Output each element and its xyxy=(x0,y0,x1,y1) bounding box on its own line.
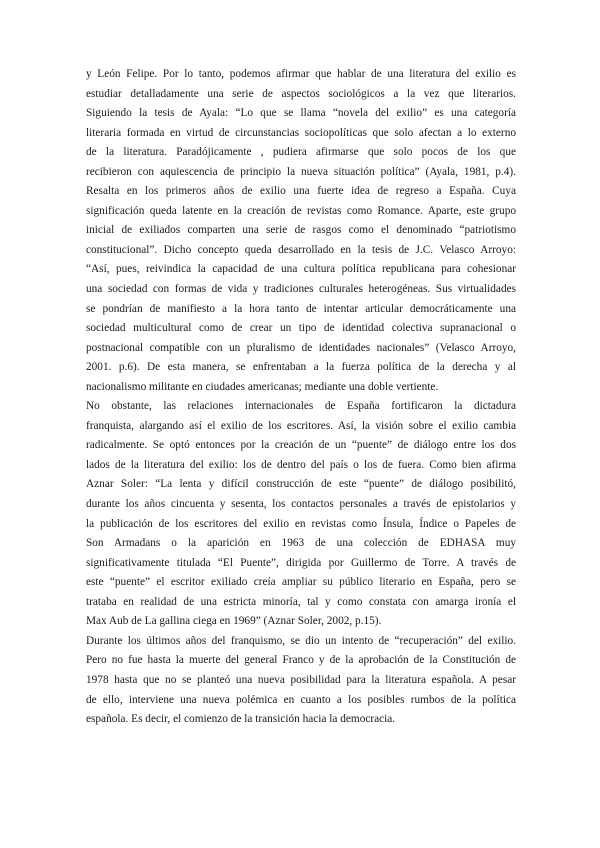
text-line: Aznar Soler: “La lenta y difícil construcción de este “puente” de diálogo posibilitó, xyxy=(86,478,516,491)
body-text xyxy=(86,65,516,730)
text-line: se pondrían de manifiesto a la hora tanto de intentar articular democráticamente una xyxy=(86,302,516,315)
text-line: sociedad multicultural como de crear un tipo de identidad colectiva supranacional o xyxy=(86,322,516,335)
text-line: de ello, interviene una nueva polémica en cuanto a los posibles rumbos de la política xyxy=(86,693,516,706)
text-line: significación queda latente en la creación de revistas como Romance. Aparte, este grupo xyxy=(86,204,516,217)
text-line: nacionalismo militante en ciudades americanas; mediante una doble vertiente. xyxy=(86,380,439,393)
paragraph xyxy=(86,397,516,632)
text-line: 2001. p.6). De esta manera, se enfrentaban a la fuerza política de la derecha y al xyxy=(86,361,516,374)
text-line: inicial de exiliados comparten una serie de rasgos como el denominado “patriotismo xyxy=(86,224,516,237)
text-line: literaria formada en virtud de circunstancias sociopolíticas que solo afectan a lo externo xyxy=(86,126,516,139)
text-line: No obstante, las relaciones internacionales de España fortificaron la dictadura xyxy=(86,400,516,413)
text-line: Son Armadans o la aparición en 1963 de una colección de EDHASA muy xyxy=(86,537,516,550)
text-line: la publicación de los escritores del exilio en revistas como Ínsula, Índice o Papeles de xyxy=(86,517,516,530)
text-line: Max Aub de La gallina ciega en 1969” (Aznar Soler, 2002, p.15). xyxy=(86,615,382,628)
text-line: de la literatura. Paradójicamente , pudiera afirmarse que solo pocos de los que xyxy=(86,146,516,159)
text-line: recibieron con aquiescencia de principio la nueva situación política” (Ayala, 1981, p.4). xyxy=(86,165,516,178)
paragraph xyxy=(86,632,516,730)
text-line: radicalmente. Se optó entonces por la creación de un “puente” de diálogo entre los dos xyxy=(86,439,516,452)
text-line: Resalta en los primeros años de exilio una fuerte idea de regreso a España. Cuya xyxy=(86,185,516,198)
text-line: significativamente titulada “El Puente”, dirigida por Guillermo de Torre. A través de xyxy=(86,556,516,569)
text-line: una sociedad con formas de vida y tradiciones culturales heterogéneas. Sus virtualidades xyxy=(86,283,516,296)
paragraph xyxy=(86,65,516,397)
text-line: Durante los últimos años del franquismo, se dio un intento de “recuperación” del exilio. xyxy=(86,634,516,647)
text-line: española. Es decir, el comienzo de la transición hacia la democracia. xyxy=(86,713,396,726)
text-line: durante los años cincuenta y sesenta, los contactos personales a través de epistolarios y xyxy=(86,498,516,511)
text-line: Siguiendo la tesis de Ayala: “Lo que se llama “novela del exilio” es una categoría xyxy=(86,107,516,120)
text-line: 1978 hasta que no se planteó una nueva posibilidad para la literatura española. A pesar xyxy=(86,673,516,686)
text-line: “Así, pues, reivindica la capacidad de una cultura política republicana para cohesionar xyxy=(86,263,516,276)
text-line: franquista, alargando así el exilio de los escritores. Así, la visión sobre el exilio cambia xyxy=(86,419,516,432)
text-line: lados de la literatura del exilio: los de dentro del país o los de fuera. Como bien afirma xyxy=(86,458,516,471)
text-line: postnacional compatible con un pluralismo de identidades nacionales” (Velasco Arroyo, xyxy=(86,341,516,354)
text-line: este “puente” el escritor exiliado creía ampliar su público literario en España, pero se xyxy=(86,576,516,589)
text-line: trataba en realidad de una estricta minoría, tal y como constata con amarga ironía el xyxy=(86,595,516,608)
text-line: estudiar detalladamente una serie de aspectos sociológicos a la vez que literarios. xyxy=(86,87,516,100)
text-line: constitucional”. Dicho concepto queda desarrollado en la tesis de J.C. Velasco Arroyo: xyxy=(86,243,516,256)
text-line: Pero no fue hasta la muerte del general Franco y de la aprobación de la Constitución de xyxy=(86,654,516,667)
text-line: y León Felipe. Por lo tanto, podemos afirmar que hablar de una literatura del exilio es xyxy=(86,68,516,80)
